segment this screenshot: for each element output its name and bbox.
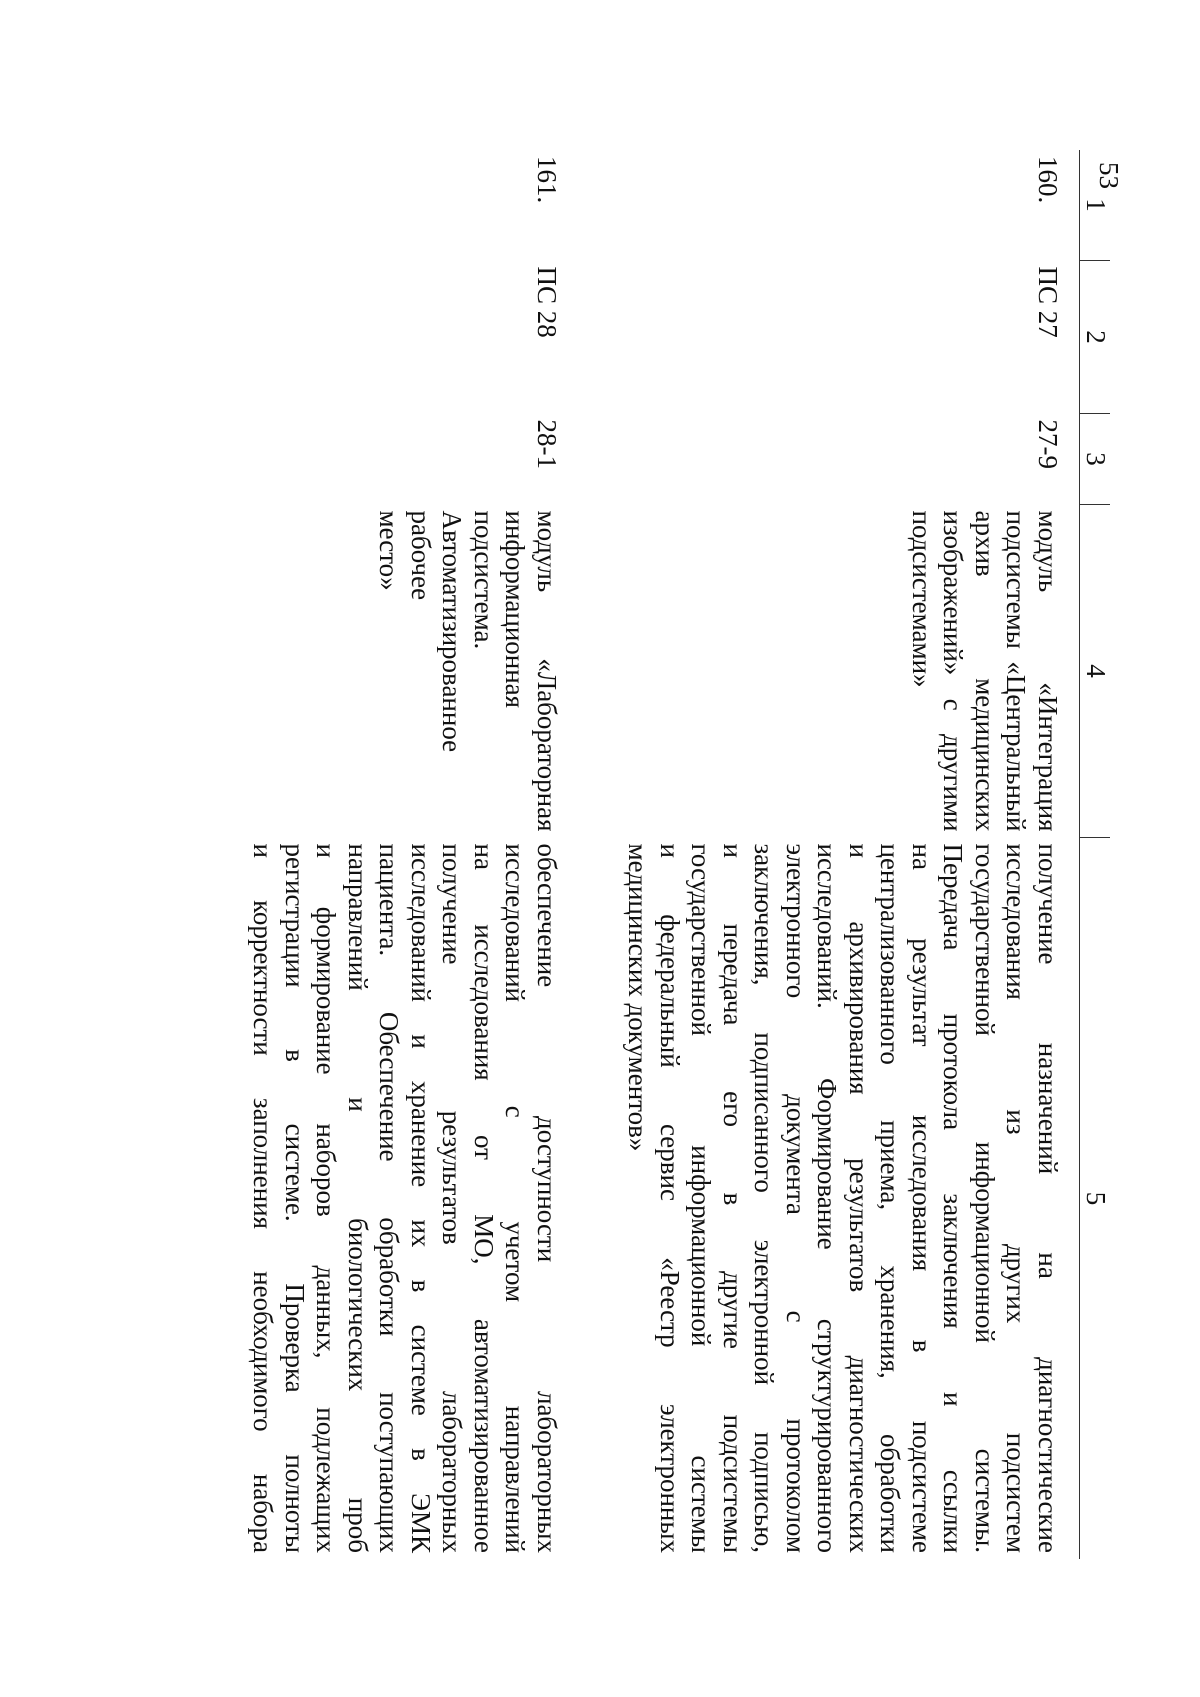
description-line: исследований и хранение их в системе в ЭМК — [406, 843, 436, 1553]
table-row — [578, 150, 1080, 1559]
description-line: регистрации в системе. Проверка полноты — [280, 843, 310, 1553]
function-description — [247, 838, 578, 1560]
header-row — [1080, 150, 1111, 1559]
module-line: архив медицинских — [970, 510, 1000, 832]
description-line: на исследования от МО, автоматизированное — [469, 843, 499, 1553]
function-code: 28-1 — [532, 419, 562, 469]
module-line: Автоматизированное рабочее — [406, 510, 468, 753]
table-row — [247, 150, 578, 1559]
module-line: модуль «Интеграция — [1033, 510, 1063, 832]
subsystem-code: ПС 28 — [532, 266, 562, 338]
description-line: обеспечение доступности лабораторных — [532, 843, 562, 1553]
description-line: медицинских документов» — [623, 843, 654, 1152]
module-line: подсистемы «Центральный — [1001, 510, 1032, 832]
description-line: и передача его в другие подсистемы — [718, 843, 748, 1553]
table-body — [247, 150, 1080, 1559]
description-line: и архивирования результатов диагностических — [844, 843, 874, 1553]
description-line: на результат исследования в подсистеме — [907, 843, 937, 1553]
module-line: информационная подсистема. — [469, 510, 531, 709]
header-col-5: 5 — [1080, 838, 1111, 1560]
header-col-1: 1 — [1080, 150, 1111, 261]
description-line: и федеральный сервис «Реестр электронных — [655, 843, 685, 1553]
module-name — [578, 505, 1080, 838]
page-number: 53 — [1094, 162, 1124, 189]
row-number: 161. — [532, 156, 562, 204]
description-line: исследования из других подсистем — [1001, 843, 1032, 1553]
description-line: пациента. Обеспечение обработки поступающих — [374, 843, 405, 1553]
header-col-3: 3 — [1080, 414, 1111, 505]
header-col-4: 4 — [1080, 505, 1111, 838]
module-line: подсистемами» — [907, 510, 937, 688]
requirements-table — [247, 150, 1110, 1559]
description-line: электронного документа с протоколом — [781, 843, 811, 1553]
description-line: государственной информационной системы. — [970, 843, 1000, 1553]
description-line: и формирование наборов данных, подлежащих — [311, 843, 342, 1553]
description-line: получение результатов лабораторных — [437, 843, 468, 1553]
table-header — [1080, 150, 1111, 1559]
row-number: 160. — [1033, 156, 1063, 204]
function-description — [578, 838, 1080, 1560]
description-line: получение назначений на диагностические — [1033, 843, 1063, 1553]
description-line: централизованного приема, хранения, обработки — [875, 843, 906, 1553]
description-line: направлений и биологических проб — [343, 843, 373, 1553]
description-line: исследований с учетом направлений — [500, 843, 531, 1553]
description-line: заключения, подписанного электронной подписью, — [749, 843, 780, 1553]
module-line: место» — [374, 510, 405, 591]
description-line: государственной информационной системы — [686, 843, 717, 1553]
function-code: 27-9 — [1033, 419, 1063, 469]
header-col-2: 2 — [1080, 261, 1111, 414]
module-line: модуль «Лабораторная — [532, 510, 562, 832]
module-line: изображений» с другими — [938, 510, 969, 832]
subsystem-code: ПС 27 — [1033, 266, 1063, 338]
description-line: исследований. Формирование структурированного — [812, 843, 843, 1553]
module-name — [247, 505, 578, 838]
rotated-table-container — [190, 150, 1110, 1555]
description-line: Передача протокола заключения и ссылки — [938, 843, 969, 1553]
description-line: и корректности заполнения необходимого набора — [248, 843, 279, 1553]
